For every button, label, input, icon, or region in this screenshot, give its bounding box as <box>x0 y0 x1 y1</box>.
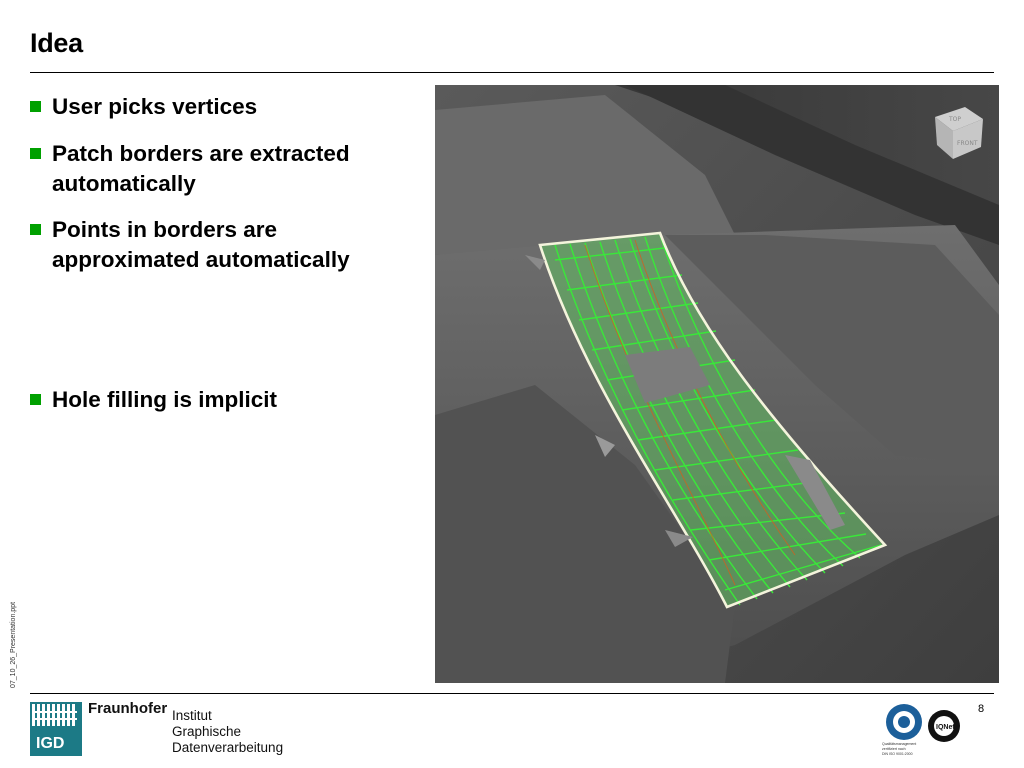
cert-line: DIN ISO 9001:2000 <box>882 752 913 756</box>
bullet-item <box>30 385 277 415</box>
bullet-square-icon <box>30 394 41 405</box>
bullet-item <box>30 92 257 122</box>
fraunhofer-wordmark: Fraunhofer <box>88 700 168 717</box>
title-divider <box>30 72 994 73</box>
institute-line: Institut <box>172 708 212 723</box>
bullet-item <box>30 139 422 199</box>
igd-logo-text: IGD <box>36 735 65 752</box>
cert-line: Qualitätsmanagement <box>882 742 917 746</box>
bullet-item <box>30 215 422 275</box>
bullet-square-icon <box>30 148 41 159</box>
cube-front-label: FRONT <box>957 140 978 147</box>
footer-divider <box>30 693 994 694</box>
institute-line: Datenverarbeitung <box>172 740 284 755</box>
bullet-text: Points in borders are approximated automatically <box>52 217 350 272</box>
iqnet-text: IQNet <box>936 724 955 731</box>
slide-title: Idea <box>30 28 83 58</box>
bullet-text: Patch borders are extracted automatically <box>52 141 350 196</box>
bullet-square-icon <box>30 101 41 112</box>
igd-logo <box>30 702 82 756</box>
cert-line: zertifiziert nach <box>882 747 906 751</box>
cube-top-label: TOP <box>949 116 962 123</box>
page-number: 8 <box>978 703 985 715</box>
certification-logo <box>880 702 962 758</box>
institute-name <box>172 708 283 756</box>
bullet-text: User picks vertices <box>52 94 258 119</box>
file-name-label: 07_10_26_Presentation.ppt <box>10 601 17 688</box>
bullet-square-icon <box>30 224 41 235</box>
seat-mesh-screenshot <box>435 85 999 683</box>
institute-line: Graphische <box>172 724 242 739</box>
bullet-text: Hole filling is implicit <box>52 387 278 412</box>
